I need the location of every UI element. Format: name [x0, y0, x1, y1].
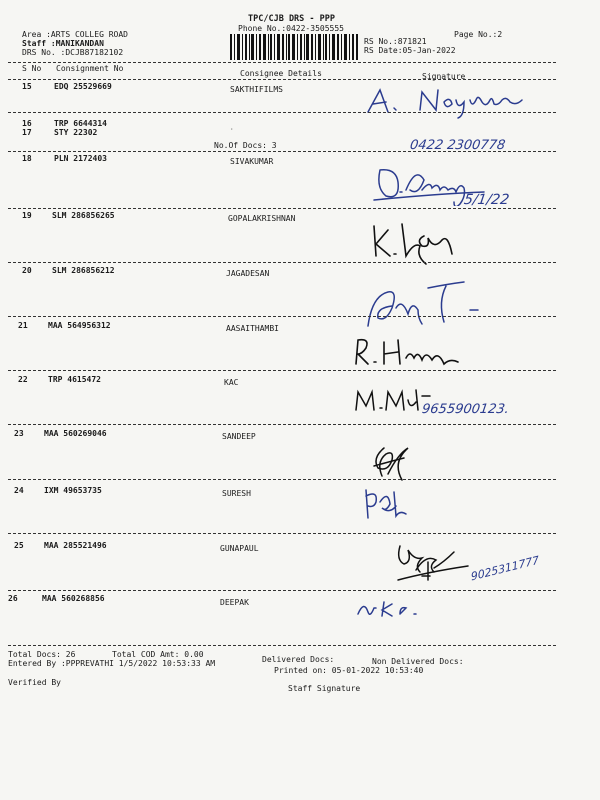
signature-image	[360, 486, 410, 522]
handwritten-date: 5/1/22	[462, 192, 511, 208]
row-sno: 21	[18, 321, 28, 330]
divider	[8, 424, 556, 425]
divider	[8, 208, 556, 209]
row-sno: 16	[22, 119, 32, 128]
rs-number: RS No.:871821	[364, 37, 427, 46]
row-sno: 26	[8, 594, 18, 603]
row-consignment: PLN 2172403	[54, 154, 107, 163]
divider	[8, 370, 556, 371]
row-sno: 25	[14, 541, 24, 550]
row-consignee: AASAITHAMBI	[226, 324, 279, 333]
delivered-docs: Delivered Docs:	[262, 655, 335, 664]
signature-image	[354, 596, 424, 618]
row-consignment: TRP 4615472	[48, 375, 101, 384]
signature-image	[362, 278, 492, 330]
handwritten-phone: 9025311777	[470, 553, 540, 584]
row-consignee: SANDEEP	[222, 432, 256, 441]
handwritten-phone: 9655900123.	[420, 402, 510, 417]
row-consignment: STY 22302	[54, 128, 98, 137]
staff-signature: Staff Signature	[288, 684, 361, 693]
row-sno: 17	[22, 128, 32, 137]
row-consignment: MAA 560269046	[44, 429, 107, 438]
page-number: Page No.:2	[454, 30, 503, 39]
row-sno: 20	[22, 266, 32, 275]
column-header-signature: Signature	[422, 72, 466, 81]
signature-image	[350, 334, 470, 368]
divider	[8, 479, 556, 480]
divider	[8, 151, 556, 152]
divider	[8, 112, 556, 113]
row-consignee: GOPALAKRISHNAN	[228, 214, 296, 223]
column-header-consignee: Consignee Details	[240, 69, 322, 78]
row-consignment: MAA 564956312	[48, 321, 111, 330]
row-consignee: SAKTHIFILMS	[230, 85, 283, 94]
total-docs: Total Docs: 26	[8, 650, 76, 659]
rs-date: RS Date:05-Jan-2022	[364, 46, 456, 55]
row-consignee: GUNAPAUL	[220, 544, 259, 553]
column-header-sno: S No	[22, 64, 42, 73]
row-sno: 18	[22, 154, 32, 163]
drs-number: DRS No. :DCJB87182102	[22, 48, 124, 57]
row-sno: 22	[18, 375, 28, 384]
entered-by: Entered By :PPPREVATHI 1/5/2022 10:53:33 AM	[8, 659, 216, 668]
document-title: TPC/CJB DRS - PPP	[248, 14, 335, 24]
row-sno: 23	[14, 429, 24, 438]
non-delivered-docs: Non Delivered Docs:	[372, 657, 464, 666]
area-label: Area :ARTS COLLEG ROAD	[22, 30, 128, 39]
column-header-consignment: Consignment No	[56, 64, 124, 73]
total-cod-amount: Total COD Amt: 0.00	[112, 650, 204, 659]
signature-image	[394, 540, 474, 586]
signature-image	[352, 386, 432, 414]
divider	[8, 645, 556, 646]
dot-mark: ·	[230, 126, 234, 133]
divider	[8, 533, 556, 534]
row-consignment: IXM 49653735	[44, 486, 102, 495]
row-sno: 24	[14, 486, 24, 495]
row-sno: 15	[22, 82, 32, 91]
divider	[8, 316, 556, 317]
phone-number: Phone No.:0422-3505555	[238, 24, 344, 33]
row-consignment: SLM 286856212	[52, 266, 115, 275]
row-consignee: JAGADESAN	[226, 269, 270, 278]
divider	[8, 262, 556, 263]
signature-image	[368, 444, 418, 484]
signature-image	[364, 84, 554, 120]
divider	[8, 590, 556, 591]
row-consignment: TRP 6644314	[54, 119, 107, 128]
no-of-docs: No.Of Docs: 3	[214, 141, 277, 150]
row-consignee: KAC	[224, 378, 239, 387]
row-consignment: SLM 286856265	[52, 211, 115, 220]
divider	[8, 62, 556, 63]
row-consignment: EDQ 25529669	[54, 82, 112, 91]
divider	[8, 79, 556, 80]
row-consignment: MAA 560268856	[42, 594, 105, 603]
row-consignee: SIVAKUMAR	[230, 157, 274, 166]
row-consignee: DEEPAK	[220, 598, 249, 607]
row-sno: 19	[22, 211, 32, 220]
printed-on: Printed on: 05-01-2022 10:53:40	[274, 666, 424, 675]
row-consignment: MAA 285521496	[44, 541, 107, 550]
signature-image	[368, 216, 458, 266]
row-consignee: SURESH	[222, 489, 251, 498]
handwritten-phone: 0422 2300778	[408, 138, 507, 153]
barcode-icon	[230, 34, 358, 64]
staff-label: Staff :MANIKANDAN	[22, 39, 104, 48]
verified-by: Verified By	[8, 678, 61, 687]
